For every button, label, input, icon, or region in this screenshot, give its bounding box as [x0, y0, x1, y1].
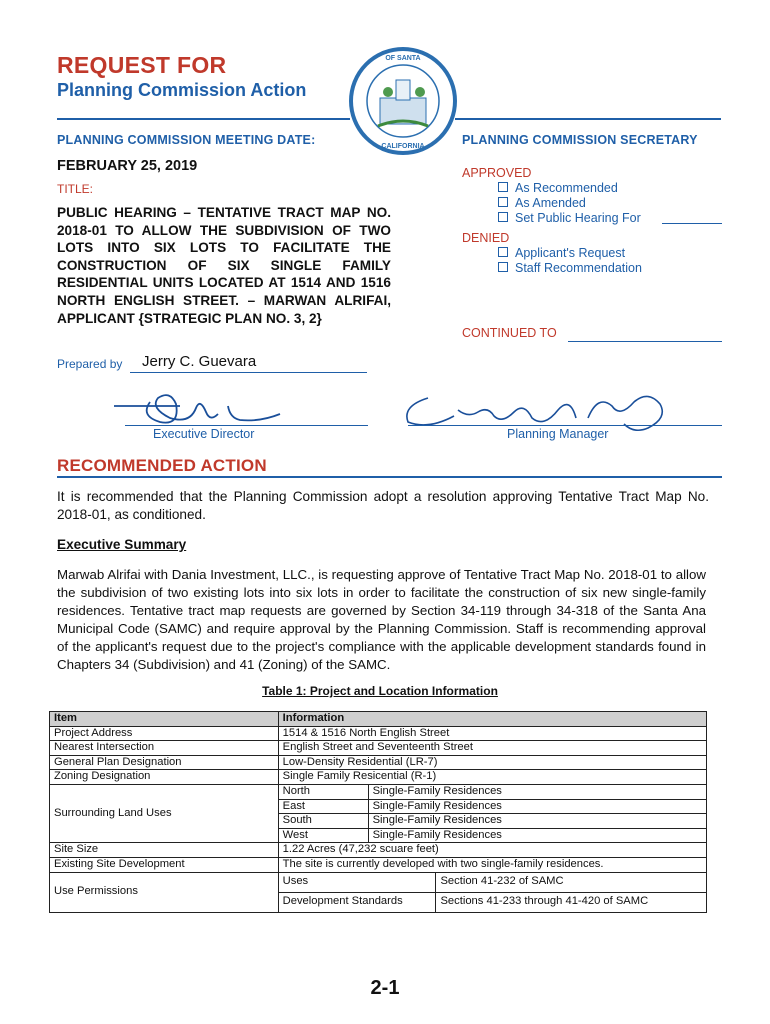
- header-rule-right: [455, 118, 721, 120]
- approved-option[interactable]: Set Public Hearing For: [462, 211, 724, 226]
- checkbox-icon: [498, 212, 508, 222]
- executive-director-signature: [110, 388, 290, 430]
- city-seal: [348, 46, 458, 156]
- prepared-by-label: Prepared by: [57, 357, 123, 371]
- prepared-by-line: [130, 372, 367, 373]
- recommended-action-text: It is recommended that the Planning Commission adopt a resolution approving Tentative Tract Map No. 2018-01, as conditioned.: [57, 489, 709, 522]
- item-description: PUBLIC HEARING – TENTATIVE TRACT MAP NO. 2018-01 TO ALLOW THE SUBDIVISION OF TWO LOTS INTO SIX LOTS TO FACILITATE THE CONSTRUCTION OF SIX SINGLE FAMILY RESIDENTIAL UNITS LOCATED AT 1514 AND 1516 NORTH ENGLISH STREET. – MARWAN ALRIFAI, APPLICANT {STRATEGIC PLAN NO. 3, 2}: [57, 205, 391, 326]
- prepared-by-name: Jerry C. Guevara: [142, 353, 257, 370]
- table-header-information: Information: [278, 712, 706, 727]
- checkbox-icon: [498, 182, 508, 192]
- table-row: Development Standards Sections 41-233 through 41-420 of SAMC: [50, 892, 707, 912]
- recommended-action-heading: RECOMMENDED ACTION: [57, 456, 267, 475]
- table-row: Project Address 1514 & 1516 North English Street: [50, 726, 707, 741]
- recommended-action-rule: [57, 476, 722, 478]
- checkbox-icon: [498, 247, 508, 257]
- executive-director-label: Executive Director: [153, 427, 255, 441]
- table-row: General Plan Designation Low-Density Residential (LR-7): [50, 755, 707, 770]
- table-row: Zoning Designation Single Family Resicential (R-1): [50, 770, 707, 785]
- denied-option[interactable]: Staff Recommendation: [462, 261, 724, 276]
- table-header-item: Item: [50, 712, 279, 727]
- checkbox-icon: [498, 197, 508, 207]
- table-row: Use Permissions Uses Section 41-232 of SAMC: [50, 872, 707, 892]
- planning-manager-label: Planning Manager: [507, 427, 609, 441]
- secretary-label: PLANNING COMMISSION SECRETARY: [462, 133, 698, 147]
- denied-option[interactable]: Applicant's Request: [462, 246, 724, 261]
- meeting-date: FEBRUARY 25, 2019: [57, 158, 198, 174]
- executive-director-line: [125, 425, 368, 426]
- project-info-table: [49, 711, 707, 913]
- meeting-date-label: PLANNING COMMISSION MEETING DATE:: [57, 133, 316, 147]
- table-row: West Single-Family Residences: [50, 828, 707, 843]
- denied-label: DENIED: [462, 231, 510, 245]
- planning-manager-line: [408, 425, 722, 426]
- svg-text:OF SANTA: OF SANTA: [385, 55, 421, 62]
- table-row: Nearest Intersection English Street and Seventeenth Street: [50, 741, 707, 756]
- executive-summary-heading: Executive Summary: [57, 537, 187, 552]
- request-subtitle: Planning Commission Action: [57, 80, 307, 100]
- svg-text:CALIFORNIA: CALIFORNIA: [381, 143, 425, 150]
- continued-line: [568, 341, 722, 342]
- table-caption: Table 1: Project and Location Information: [262, 684, 498, 698]
- secretary-checklist: [462, 165, 724, 276]
- table-row: South Single-Family Residences: [50, 814, 707, 829]
- approved-option[interactable]: As Amended: [462, 196, 724, 211]
- title-label: TITLE:: [57, 182, 94, 196]
- approved-label: APPROVED: [462, 166, 532, 180]
- checkbox-icon: [498, 262, 508, 272]
- table-row: Existing Site Development The site is currently developed with two single-family residences.: [50, 857, 707, 872]
- approved-option[interactable]: As Recommended: [462, 181, 724, 196]
- executive-summary-text: Marwab Alrifai with Dania Investment, LLC., is requesting approve of Tentative Tract Map No. 2018-01 to allow the subdivision of two existing lots into six lots in order to facilitate the construction of six new single-family residences. Tentative tract map requests are governed by Section 34-119 through 34-318 of the Santa Ana Municipal Code (SAMC) and require approval by the Planning Commission. Staff is recommending approval of the applicant's request due to the project's compliance with the applicable development standards found in Chapters 34 (Subdivision) and 41 (Zoning) of the SAMC.: [57, 567, 706, 672]
- continued-label: CONTINUED TO: [462, 326, 557, 340]
- public-hearing-line: [662, 223, 722, 224]
- table-row: East Single-Family Residences: [50, 799, 707, 814]
- table-header-row: [50, 712, 707, 727]
- header-rule-left: [57, 118, 350, 120]
- table-row: Surrounding Land Uses North Single-Family Residences: [50, 784, 707, 799]
- page-number: 2-1: [370, 977, 400, 999]
- request-title: REQUEST FOR: [57, 52, 227, 78]
- table-row: Site Size 1.22 Acres (47,232 scuare feet): [50, 843, 707, 858]
